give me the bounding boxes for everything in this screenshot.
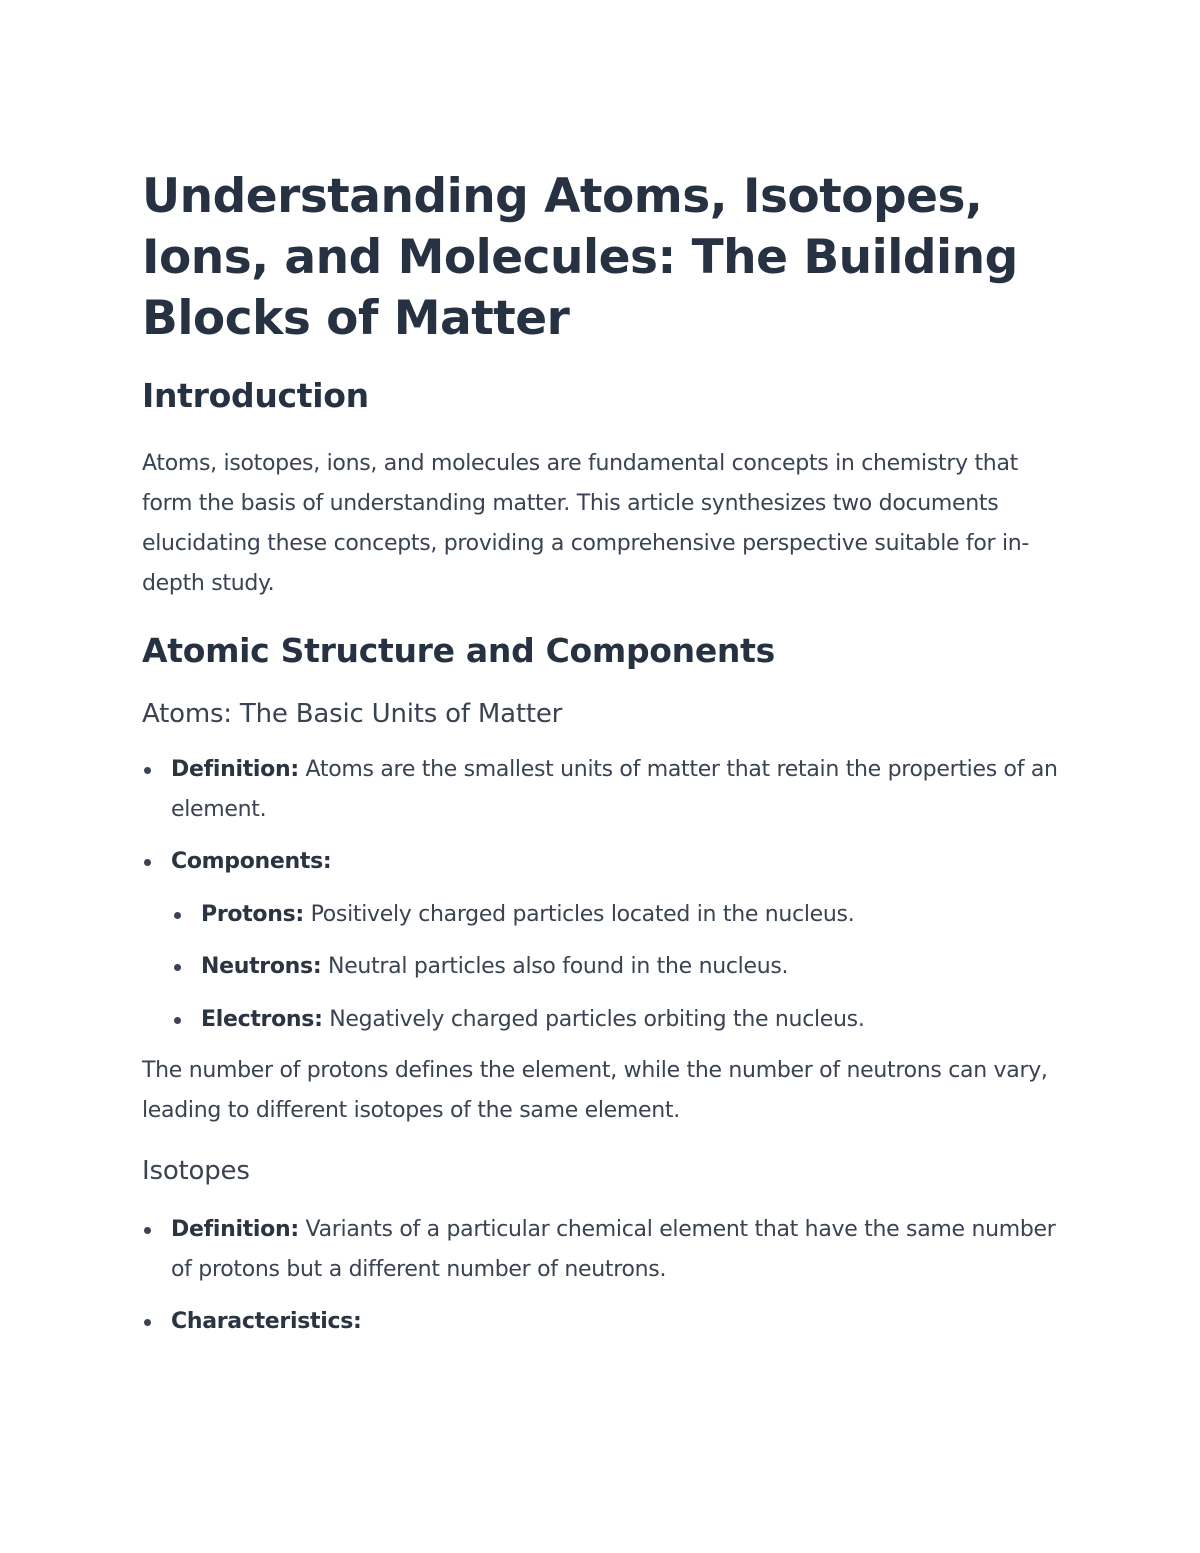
list-item-isotope-definition bbox=[142, 1210, 1062, 1290]
list-item-characteristics bbox=[142, 1302, 1062, 1342]
section-heading-atomic-structure: Atomic Structure and Components bbox=[142, 631, 775, 670]
isotopes-list bbox=[142, 1210, 1062, 1342]
isotope-definition-label: Definition: bbox=[171, 1217, 299, 1242]
bullet-icon bbox=[144, 1319, 151, 1326]
list-item-components bbox=[142, 842, 1062, 882]
definition-text: Atoms are the smallest units of matter that retain the properties of an element. bbox=[171, 757, 1058, 822]
bullet-icon bbox=[174, 964, 181, 971]
protons-label: Protons: bbox=[201, 902, 304, 927]
neutrons-label: Neutrons: bbox=[201, 954, 322, 979]
list-item-protons bbox=[142, 895, 1062, 935]
list-item-definition bbox=[142, 750, 1062, 830]
atoms-paragraph: The number of protons defines the element, while the number of neutrons can vary, leading to different isotopes of the same element. bbox=[142, 1058, 1048, 1123]
bullet-icon bbox=[144, 767, 151, 774]
characteristics-label: Characteristics: bbox=[171, 1309, 362, 1334]
components-label: Components: bbox=[171, 849, 332, 874]
bullet-icon bbox=[144, 859, 151, 866]
electrons-label: Electrons: bbox=[201, 1007, 323, 1032]
isotope-definition-text: Variants of a particular chemical element that have the same number of protons but a different number of neutrons. bbox=[171, 1217, 1056, 1282]
subheading-atoms: Atoms: The Basic Units of Matter bbox=[142, 699, 563, 729]
subheading-isotopes: Isotopes bbox=[142, 1156, 250, 1186]
list-item-electrons bbox=[142, 1000, 1062, 1040]
intro-paragraph: Atoms, isotopes, ions, and molecules are fundamental concepts in chemistry that form the basis of understanding matter. This article synthesizes two documents elucidating these concepts, providing a comprehensive perspective suitable for in-depth study. bbox=[142, 451, 1030, 596]
atoms-list bbox=[142, 750, 1062, 1040]
bullet-icon bbox=[174, 1017, 181, 1024]
bullet-icon bbox=[144, 1227, 151, 1234]
bullet-icon bbox=[174, 912, 181, 919]
document-page bbox=[142, 166, 1062, 1342]
neutrons-text: Neutral particles also found in the nucleus. bbox=[321, 954, 789, 979]
document-title: Understanding Atoms, Isotopes, Ions, and Molecules: The Building Blocks of Matter bbox=[142, 169, 1018, 346]
definition-label: Definition: bbox=[171, 757, 299, 782]
protons-text: Positively charged particles located in the nucleus. bbox=[303, 902, 855, 927]
list-item-neutrons bbox=[142, 947, 1062, 987]
section-heading-introduction: Introduction bbox=[142, 376, 369, 415]
electrons-text: Negatively charged particles orbiting the nucleus. bbox=[322, 1007, 865, 1032]
